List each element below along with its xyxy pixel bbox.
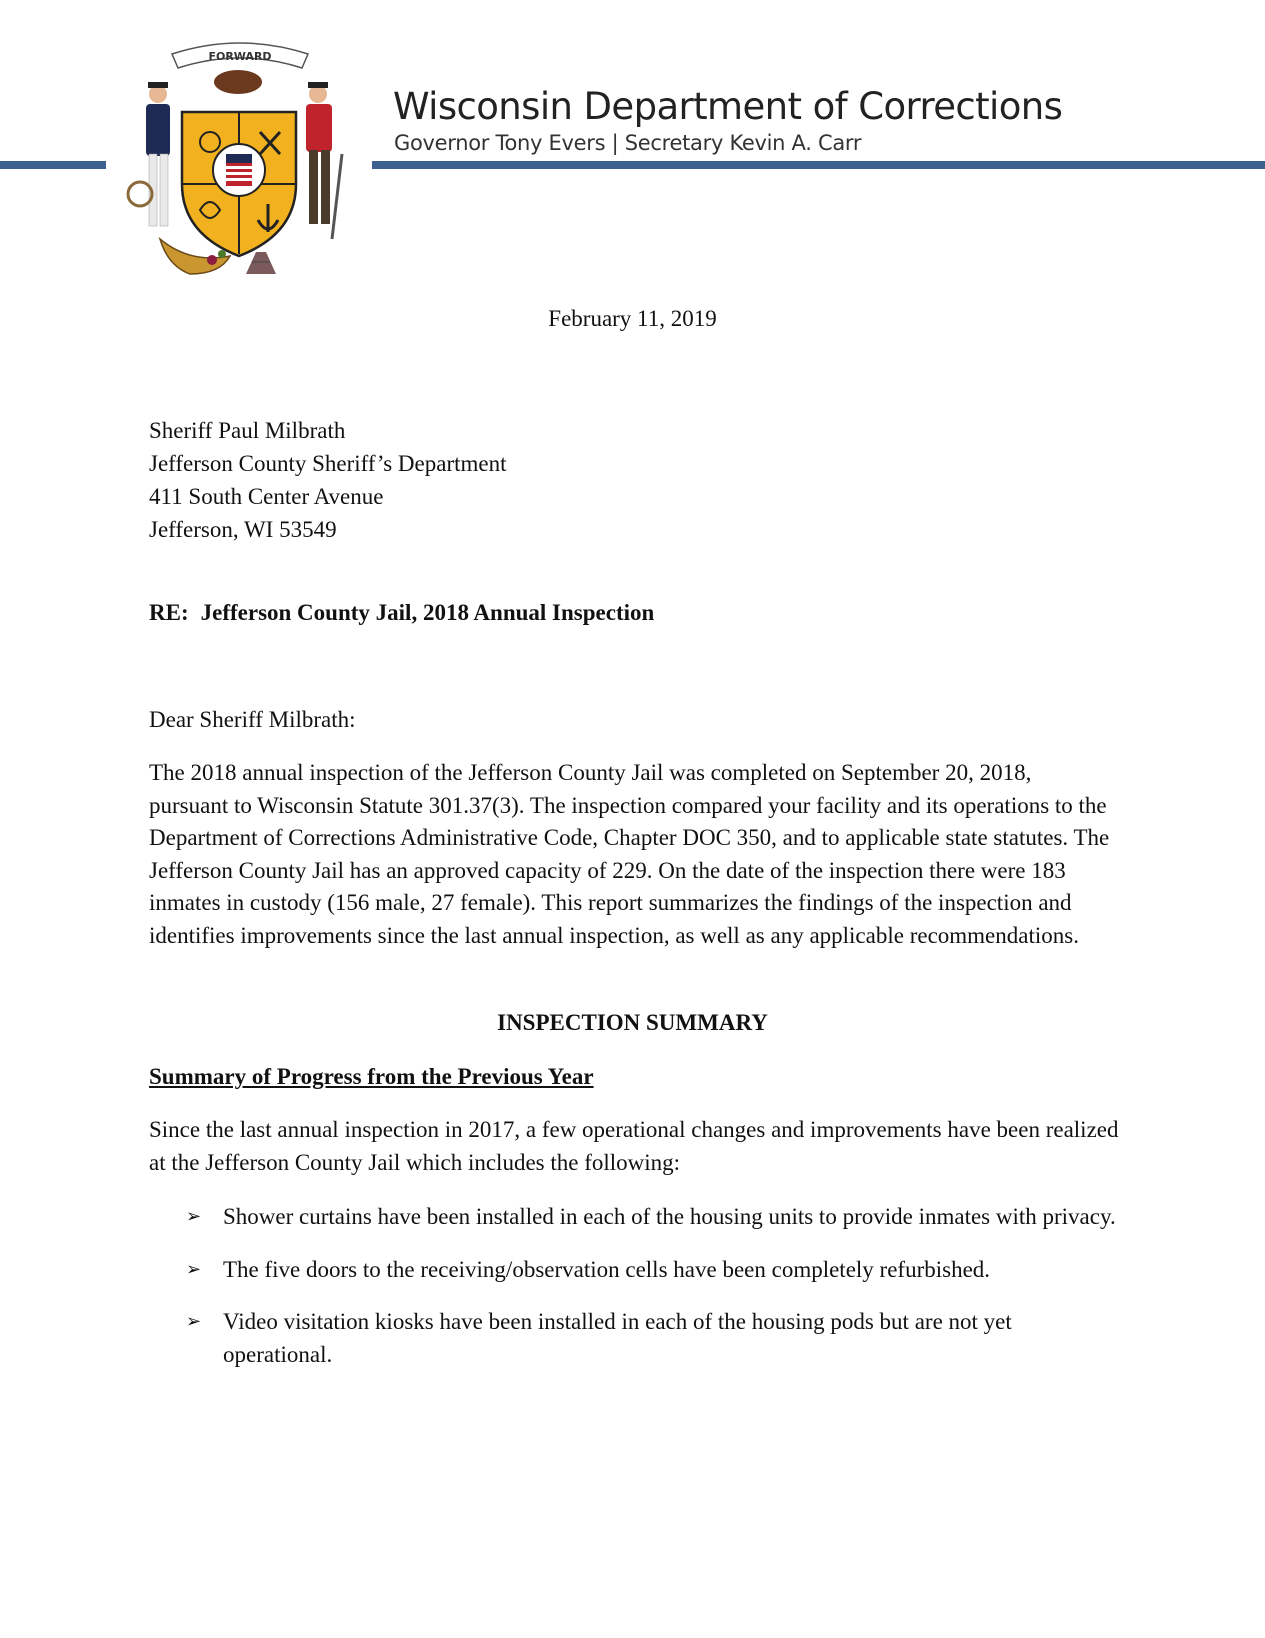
list-item [186,1254,1126,1287]
recipient-department: Jefferson County Sheriff’s Department [149,451,507,476]
improvements-list [186,1201,1126,1391]
intro-paragraph: The 2018 annual inspection of the Jefferson County Jail was completed on September 20, 2018, pursuant to Wisconsin Statute 301.37(3). The inspection compared your facility and its operations to the Department of Corrections Administrative Code, Chapter DOC 350, and to applicable state statutes. The Jefferson County Jail has an approved capacity of 229. On the date of the inspection there were 183 inmates in custody (156 male, 27 female). This report summarizes the findings of the inspection and identifies improvements since the last annual inspection, as well as any applicable recommendations. [149,760,1110,948]
list-item-text: The five doors to the receiving/observation cells have been completely refurbished. [223,1256,991,1282]
recipient-address [149,414,507,546]
letterhead-rule-left [0,161,106,169]
wisconsin-seal-logo [120,34,360,282]
list-item-text: Video visitation kiosks have been installed in each of the housing pods but are not yet operational. [223,1309,1012,1367]
seal-motto: FORWARD [208,50,272,63]
arrow-bullet-icon: ➢ [186,1258,202,1280]
letter-date: February 11, 2019 [548,306,717,331]
progress-intro-paragraph: Since the last annual inspection in 2017, a few operational changes and improvements have been realized at the Jefferson County Jail which includes the following: [149,1117,1119,1175]
list-item [186,1201,1126,1234]
recipient-street: 411 South Center Avenue [149,484,384,509]
agency-name: Wisconsin Department of Corrections [393,85,1063,128]
progress-section-heading: Summary of Progress from the Previous Year [149,1064,594,1089]
subject-label: RE: [149,600,189,625]
letterhead-rule-right [372,161,1265,169]
subject-text: Jefferson County Jail, 2018 Annual Inspection [200,600,655,625]
recipient-city: Jefferson, WI 53549 [149,517,337,542]
arrow-bullet-icon: ➢ [186,1311,202,1333]
salutation: Dear Sheriff Milbrath: [149,707,356,732]
subject-line [149,600,654,626]
agency-officials: Governor Tony Evers | Secretary Kevin A. Carr [394,131,862,155]
recipient-name: Sheriff Paul Milbrath [149,418,346,443]
arrow-bullet-icon: ➢ [186,1206,202,1227]
inspection-summary-heading: INSPECTION SUMMARY [497,1010,768,1035]
list-item [186,1306,1126,1371]
list-item-text: Shower curtains have been installed in each of the housing units to provide inmates with privacy. [223,1204,1116,1229]
